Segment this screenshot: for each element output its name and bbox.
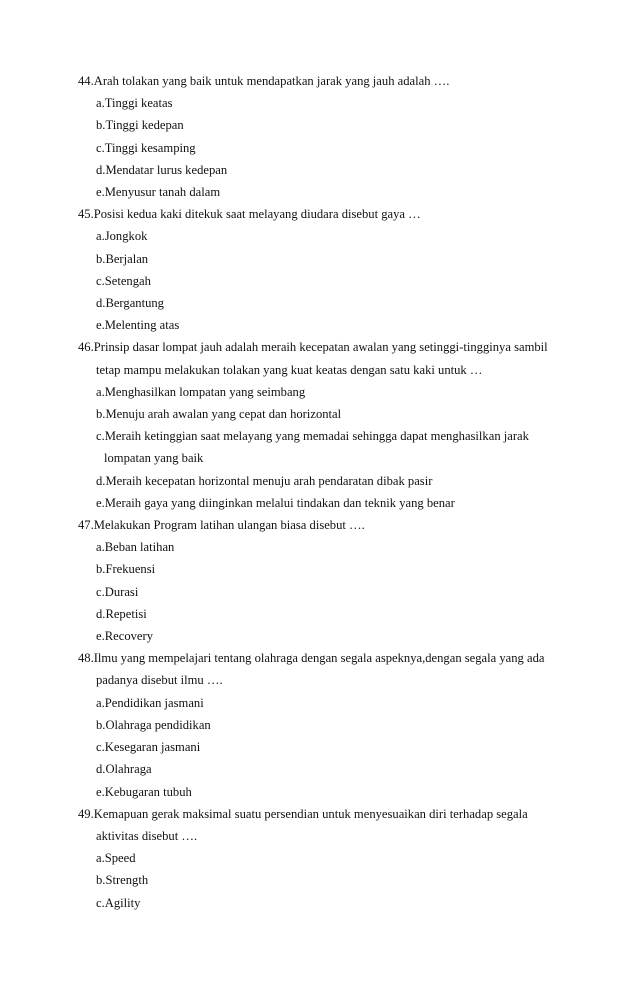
answer-option: c.Kesegaran jasmani	[96, 740, 201, 755]
answer-option: e.Recovery	[96, 629, 153, 644]
answer-option: c.Agility	[96, 895, 141, 910]
answer-option: d.Bergantung	[96, 296, 164, 311]
answer-option: a.Tinggi keatas	[96, 96, 173, 111]
answer-option: a.Jongkok	[96, 229, 148, 244]
question-text-continuation: padanya disebut ilmu ….	[96, 673, 223, 688]
question-text: 45.Posisi kedua kaki ditekuk saat melayang diudara disebut gaya …	[78, 207, 421, 222]
answer-option: b.Olahraga pendidikan	[96, 717, 211, 732]
answer-option: b.Strength	[96, 873, 149, 888]
question-block	[78, 70, 568, 203]
question-text-continuation: aktivitas disebut ….	[96, 828, 198, 843]
answer-option: c.Tinggi kesamping	[96, 140, 196, 155]
question-block	[78, 336, 568, 514]
answer-option: d.Meraih kecepatan horizontal menuju arah pendaratan dibak pasir	[96, 473, 433, 488]
question-block	[78, 803, 568, 914]
question-text: 46.Prinsip dasar lompat jauh adalah meraih kecepatan awalan yang setinggi-tingginya sambil	[78, 340, 548, 355]
question-text: 48.Ilmu yang mempelajari tentang olahraga dengan segala aspeknya,dengan segala yang ada	[78, 651, 545, 666]
answer-option: a.Beban latihan	[96, 540, 175, 555]
answer-option: b.Frekuensi	[96, 562, 156, 577]
answer-option: a.Speed	[96, 851, 136, 866]
answer-option: c.Meraih ketinggian saat melayang yang memadai sehingga dapat menghasilkan jarak	[96, 429, 529, 444]
answer-option-continuation: lompatan yang baik	[104, 451, 204, 466]
question-block	[78, 647, 568, 802]
answer-option: b.Tinggi kedepan	[96, 118, 184, 133]
question-block	[78, 514, 568, 647]
question-block	[78, 203, 568, 336]
answer-option: e.Menyusur tanah dalam	[96, 185, 221, 200]
answer-option: c.Durasi	[96, 584, 139, 599]
question-text: 44.Arah tolakan yang baik untuk mendapatkan jarak yang jauh adalah ….	[78, 74, 450, 88]
question-text: 49.Kemapuan gerak maksimal suatu persendian untuk menyesuaikan diri terhadap segala	[78, 806, 528, 821]
answer-option: b.Menuju arah awalan yang cepat dan horizontal	[96, 407, 342, 422]
answer-option: a.Menghasilkan lompatan yang seimbang	[96, 384, 306, 399]
question-text: 47.Melakukan Program latihan ulangan biasa disebut ….	[78, 518, 365, 533]
question-text-continuation: tetap mampu melakukan tolakan yang kuat keatas dengan satu kaki untuk …	[96, 362, 483, 377]
answer-option: e.Melenting atas	[96, 318, 180, 333]
answer-option: d.Olahraga	[96, 762, 152, 777]
question-list	[78, 70, 568, 914]
answer-option: b.Berjalan	[96, 251, 149, 266]
answer-option: d.Repetisi	[96, 606, 147, 621]
answer-option: d.Mendatar lurus kedepan	[96, 162, 228, 177]
answer-option: a.Pendidikan jasmani	[96, 695, 204, 710]
answer-option: c.Setengah	[96, 273, 151, 288]
answer-option: e.Meraih gaya yang diinginkan melalui tindakan dan teknik yang benar	[96, 495, 455, 510]
answer-option: e.Kebugaran tubuh	[96, 784, 192, 799]
